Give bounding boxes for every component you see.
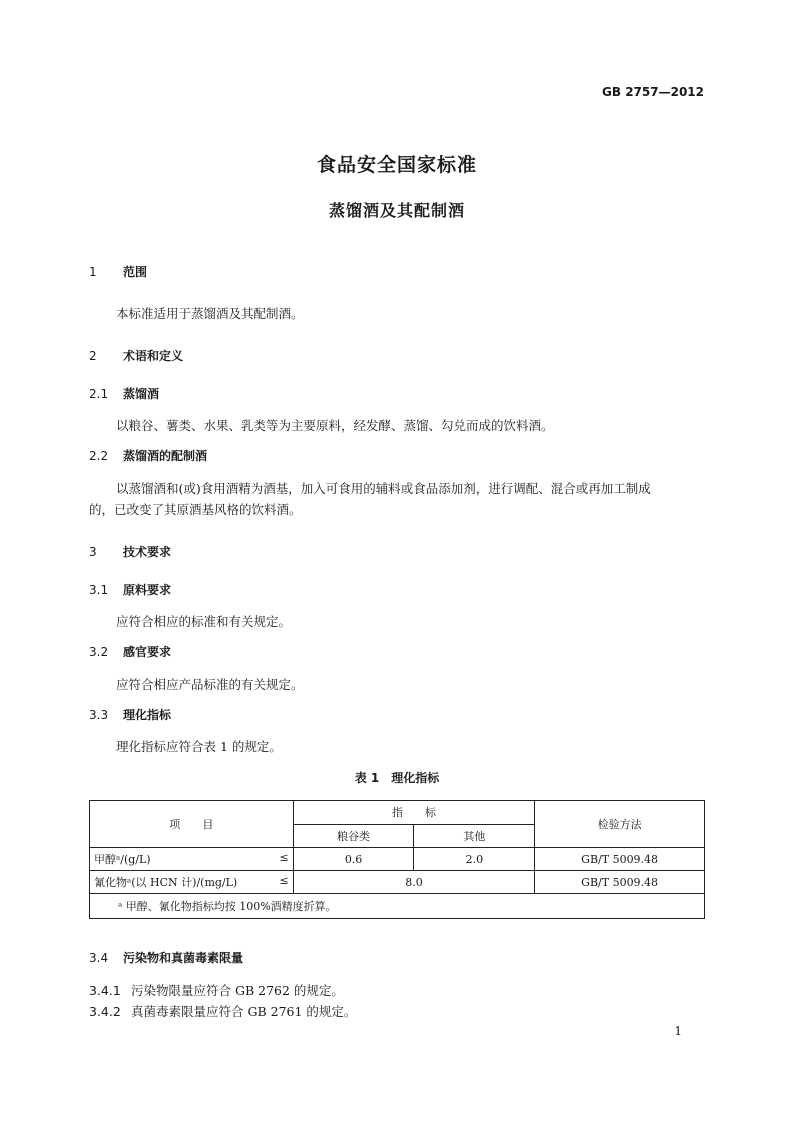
header-other: 其他: [414, 824, 535, 848]
row-item-label: 氰化物ᵃ(以 HCN 计)/(mg/L): [94, 876, 238, 889]
header-method: 检验方法: [535, 801, 705, 848]
row-method: GB/T 5009.48: [535, 848, 705, 871]
header-index: 指 标: [293, 801, 535, 825]
section-3-4-2: 3.4.2 真菌毒素限量应符合 GB 2761 的规定。: [89, 1004, 357, 1019]
page-number: 1: [674, 1024, 682, 1038]
row-method: GB/T 5009.48: [535, 871, 705, 894]
section-body-3-2: 应符合相应产品标准的有关规定。: [116, 677, 304, 692]
row-symbol: ≤: [279, 874, 289, 887]
table-row: [90, 848, 705, 871]
row-symbol: ≤: [279, 851, 289, 864]
section-3-4-1: 3.4.1 污染物限量应符合 GB 2762 的规定。: [89, 983, 344, 998]
standard-number: GB 2757—2012: [602, 85, 704, 99]
section-heading-2: 2 术语和定义: [89, 349, 184, 363]
row-merged-value: 8.0: [293, 871, 535, 894]
row-other-value: 2.0: [414, 848, 535, 871]
section-heading-2-1: 2.1 蒸馏酒: [89, 387, 160, 401]
table-row: [90, 871, 705, 894]
row-item: [90, 848, 294, 871]
document-title: 食品安全国家标准: [316, 154, 477, 176]
table-header-row: [90, 801, 705, 825]
section-body-3-1: 应符合相应的标准和有关规定。: [116, 614, 292, 629]
section-heading-3-3: 3.3 理化指标: [89, 708, 172, 722]
section-heading-2-2: 2.2 蒸馏酒的配制酒: [89, 449, 208, 463]
row-item: [90, 871, 294, 894]
section-heading-3-4: 3.4 污染物和真菌毒素限量: [89, 951, 244, 965]
row-item-label: 甲醇ᵃ/(g/L): [94, 853, 151, 866]
section-heading-3: 3 技术要求: [89, 545, 172, 559]
spec-table: [89, 800, 705, 919]
section-body-2-2-line2: 的，已改变了其原酒基风格的饮料酒。: [89, 502, 302, 517]
table-footnote: ᵃ 甲醇、氰化物指标均按 100%酒精度折算。: [90, 894, 705, 919]
section-body-2-1: 以粮谷、薯类、水果、乳类等为主要原料，经发酵、蒸馏、勾兑而成的饮料酒。: [116, 418, 554, 433]
header-grain: 粮谷类: [293, 824, 414, 848]
row-grain-value: 0.6: [293, 848, 414, 871]
section-heading-3-1: 3.1 原料要求: [89, 583, 172, 597]
section-heading-1: 1 范围: [89, 265, 148, 279]
table-footnote-row: [90, 894, 705, 919]
section-heading-3-2: 3.2 感官要求: [89, 645, 172, 659]
document-subtitle: 蒸馏酒及其配制酒: [328, 201, 465, 220]
header-item: 项 目: [90, 801, 294, 848]
section-body-3-3: 理化指标应符合表 1 的规定。: [116, 739, 282, 754]
section-body-1: 本标准适用于蒸馏酒及其配制酒。: [116, 306, 304, 321]
table-caption: 表 1 理化指标: [354, 771, 440, 785]
section-body-2-2-line1: 以蒸馏酒和(或)食用酒精为酒基，加入可食用的辅料或食品添加剂，进行调配、混合或再加工制成: [116, 481, 651, 496]
